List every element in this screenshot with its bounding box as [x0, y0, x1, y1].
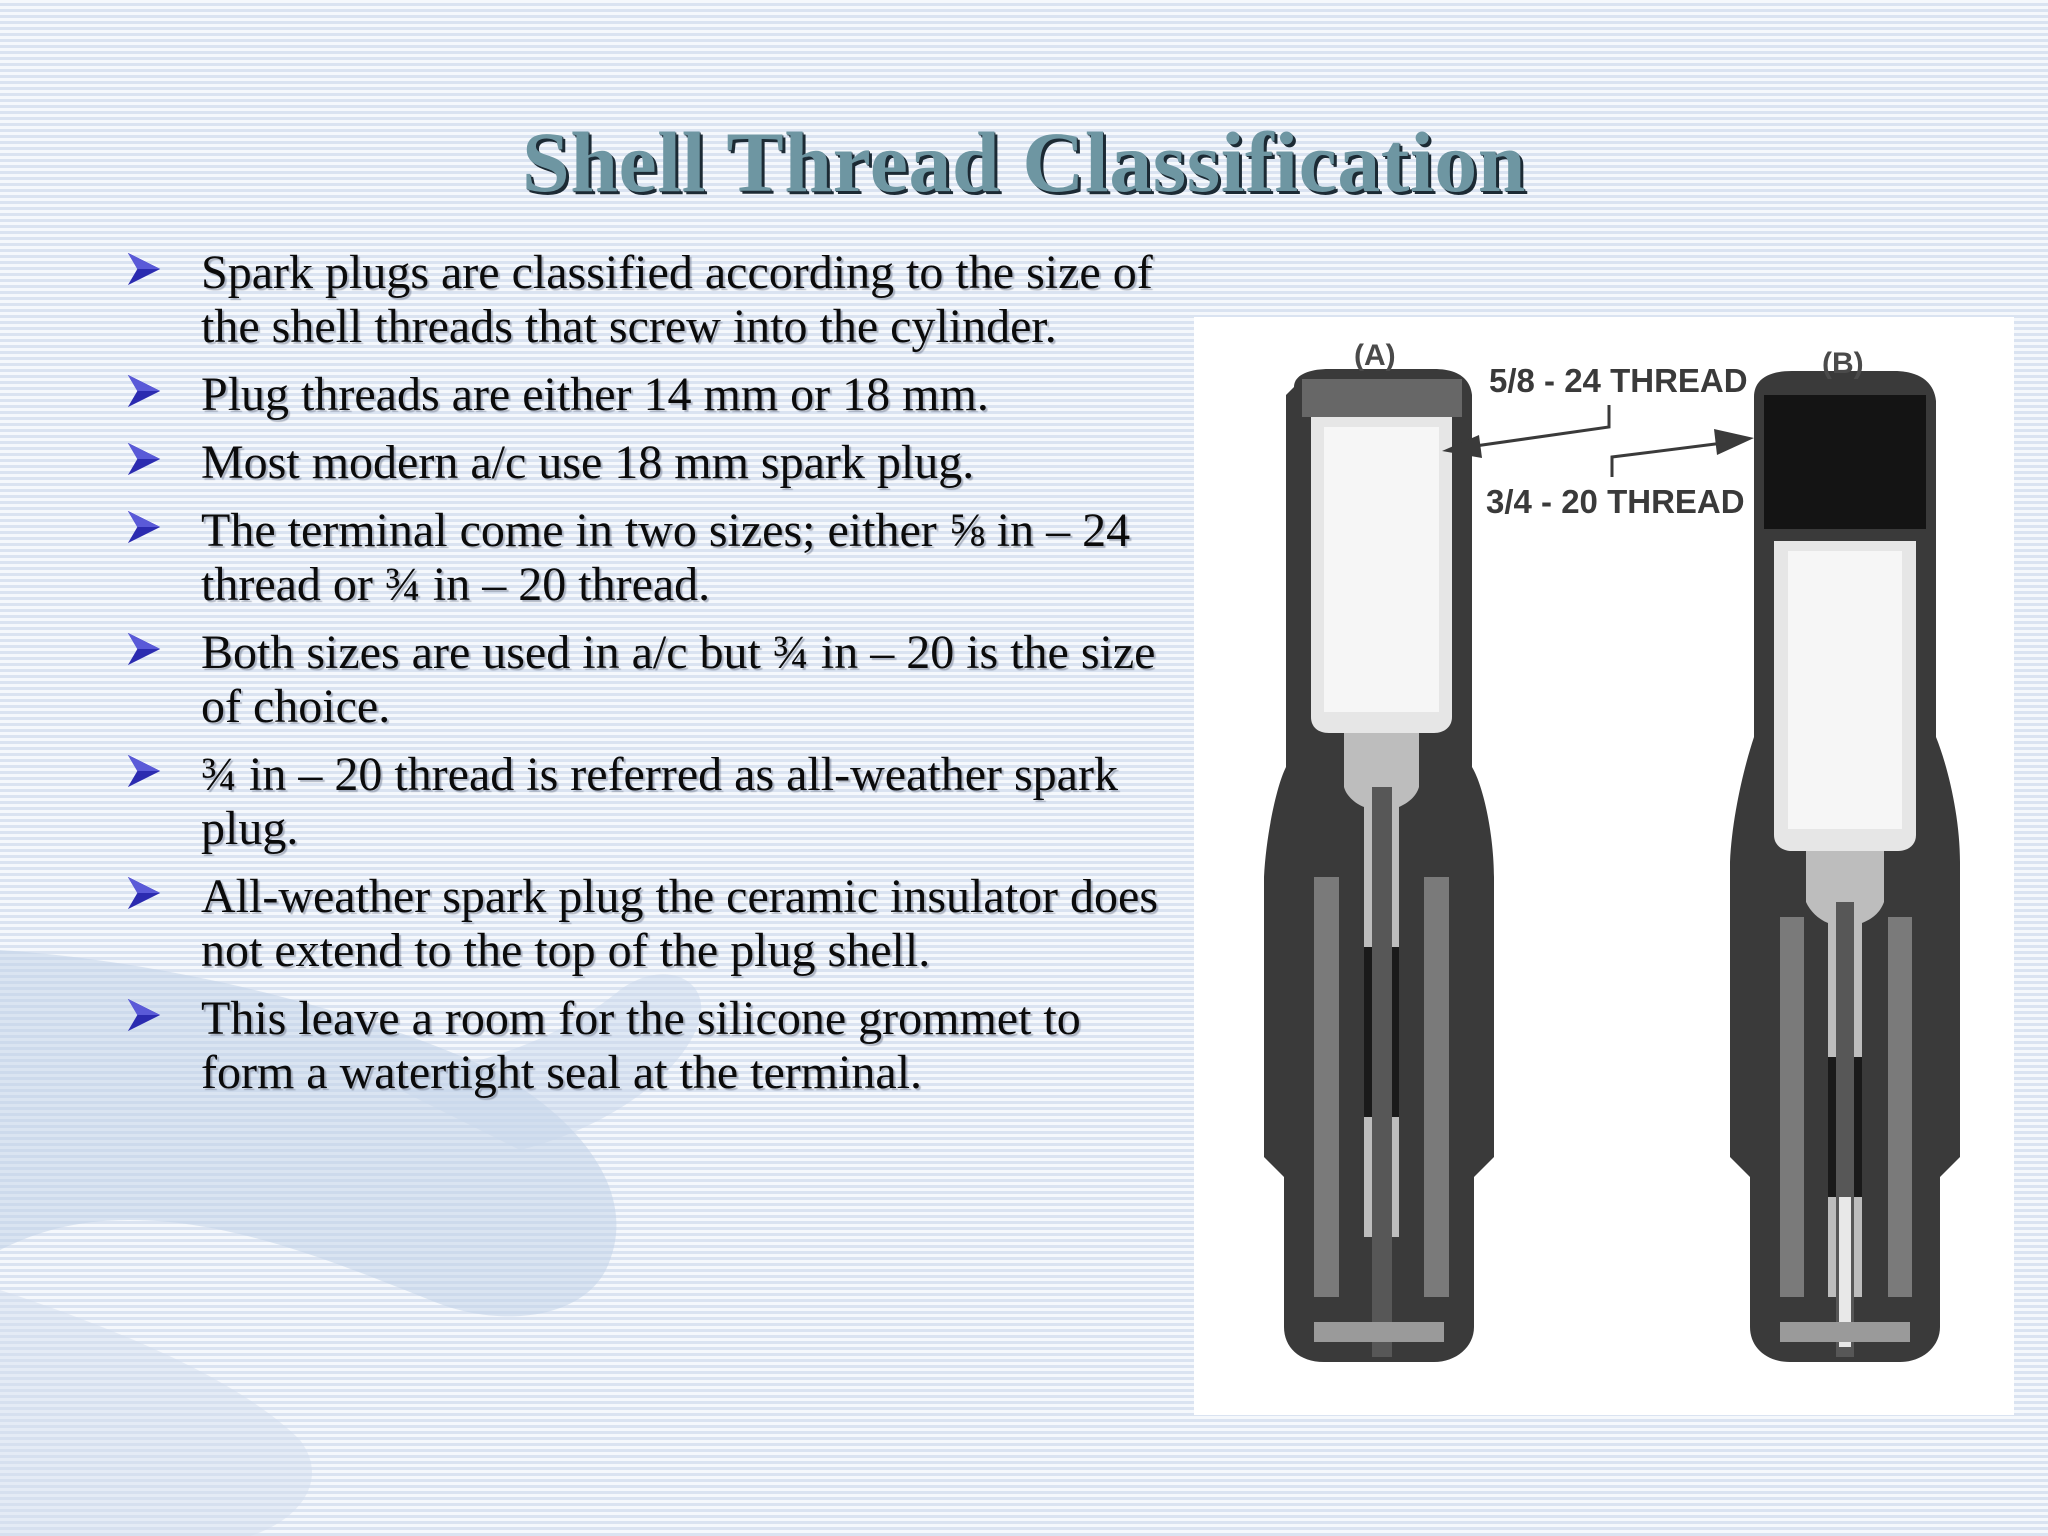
bullet-list — [125, 246, 1185, 1114]
bullet-item — [125, 870, 1185, 978]
bullet-item — [125, 504, 1185, 612]
plug-a-illustration — [1264, 369, 1494, 1362]
slide-title: Shell Thread Classification — [521, 114, 1527, 210]
thread-3-4-label: 3/4 - 20 THREAD — [1486, 483, 1745, 520]
bullet-item — [125, 992, 1185, 1100]
arrowhead-bullet-icon — [125, 440, 163, 478]
bullet-text: Plug threads are either 14 mm or 18 mm. — [201, 368, 989, 421]
arrowhead-bullet-icon — [125, 250, 163, 288]
bullet-text: This leave a room for the silicone grommet to form a watertight seal at the terminal. — [201, 992, 1081, 1099]
spark-plug-diagram — [1194, 317, 2014, 1415]
plug-b-illustration — [1730, 371, 1960, 1362]
bullet-text: Spark plugs are classified according to the size of the shell threads that screw into the cylinder. — [201, 246, 1153, 353]
right-arrow-icon — [1612, 429, 1754, 477]
bullet-item — [125, 368, 1185, 422]
arrowhead-bullet-icon — [125, 996, 163, 1034]
plug-b-label: (B) — [1822, 347, 1864, 380]
bullet-text: Most modern a/c use 18 mm spark plug. — [201, 436, 975, 489]
bullet-text: All-weather spark plug the ceramic insulator does not extend to the top of the plug shell. — [201, 870, 1158, 977]
bullet-text: The terminal come in two sizes; either ⅝ in – 24 thread or ¾ in – 20 thread. — [201, 504, 1131, 611]
thread-5-8-label: 5/8 - 24 THREAD — [1489, 362, 1748, 399]
spark-plug-diagram-svg — [1194, 317, 2014, 1415]
bullet-item — [125, 626, 1185, 734]
arrowhead-bullet-icon — [125, 372, 163, 410]
bullet-text: ¾ in – 20 thread is referred as all-weather spark plug. — [201, 748, 1118, 855]
arrowhead-bullet-icon — [125, 874, 163, 912]
bullet-item — [125, 748, 1185, 856]
plug-a-label: (A) — [1354, 339, 1396, 372]
arrowhead-bullet-icon — [125, 630, 163, 668]
bullet-item — [125, 246, 1185, 354]
bullet-item — [125, 436, 1185, 490]
arrowhead-bullet-icon — [125, 752, 163, 790]
bullet-text: Both sizes are used in a/c but ¾ in – 20 is the size of choice. — [201, 626, 1156, 733]
arrowhead-bullet-icon — [125, 508, 163, 546]
